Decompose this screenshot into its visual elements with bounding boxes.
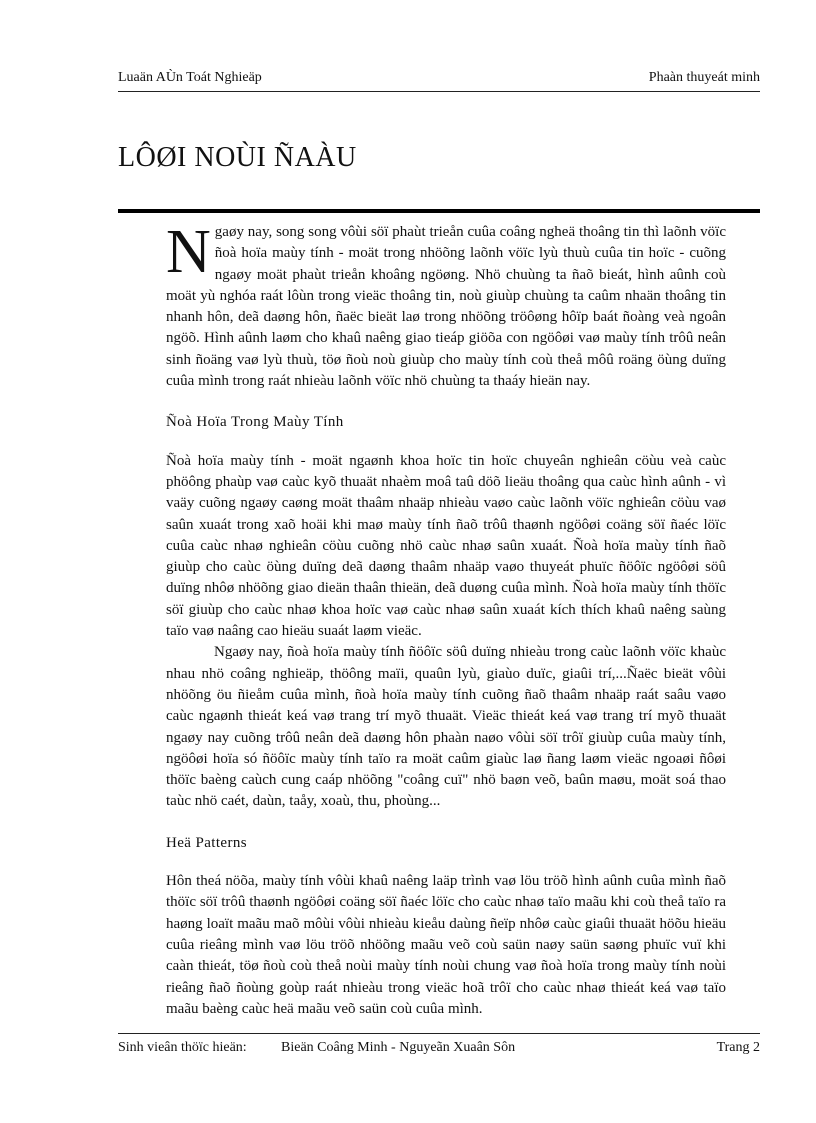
page-title: LÔØI NOÙI ÑAÀU xyxy=(118,142,357,173)
intro-paragraph xyxy=(166,218,726,392)
page-header xyxy=(118,67,760,92)
page-footer xyxy=(118,1033,760,1055)
intro-text: gaøy nay, song song vôùi söï phaùt trieån cuûa coâng ngheä thoâng tin thì laõnh vöïc ñoà hoïa maùy tính - moät trong nhöõng laõnh vöïc lyù thuù cuûa tin hoïc - cuõng ngaøy moät phaùt trieån khoâng ngöøng. Nhö chuùng ta ñaõ bieát, hình aûnh coù moät yù nghóa raát lôùn trong vieäc thoâng tin, noù giuùp chuùng ta caûm nhaän thoâng tin nhanh hôn, deã daøng hôn, ñaëc bieät laø trong nhöõng tröôøng hôïp baát ñoàng veà ngoân ngöõ. Hình aûnh laøm cho khaû naêng giao tieáp giöõa con ngöôøi vaø maùy tính trôû neân sinh ñoäng vaø lyù thuù, töø ñoù noù giuùp cho maùy tính coù theå môû roäng öùng duïng cuûa mình trong raát nhieàu laõnh vöïc nhö chuùng ta thaáy hieän nay. xyxy=(166,224,726,390)
drop-cap: N xyxy=(166,218,211,286)
footer-student-label: Sinh vieân thöïc hieän: xyxy=(118,1040,247,1055)
page-number: Trang 2 xyxy=(716,1040,760,1055)
section1-paragraph2: Ngaøy nay, ñoà hoïa maùy tính ñöôïc söû duïng nhieàu trong caùc laõnh vöïc khaùc nhau nhö coâng nghieäp, thöông maïi, quaûn lyù, giaùo duïc, giaûi trí,...Ñaëc bieät vôùi nhöõng öu ñieåm cuûa mình, ñoà hoïa maùy tính cuõng ñaõ thaâm nhaäp raát saâu vaøo caùc ngaønh thieát keá vaø trang trí myõ thuaät. Vieäc thieát keá vaø trang trí myõ thuaät ngaøy nay cuõng trôû neân deã daøng hôn phaàn naøo vôùi söï trôï giuùp cuûa maùy tính, ngöôøi hoïa só ñöôïc maùy tính taïo ra moät caûm giaùc laø ñang laøm vieäc ngoaøi ñôøi thöïc baèng caùch cung caáp nhöõng "coâng cuï" nhö baøn veõ, baûn maøu, moät soá thao taùc nhö caét, daùn, taåy, xoaù, thu, phoùng... xyxy=(166,644,726,810)
section-heading-patterns: Heä Patterns xyxy=(166,834,248,851)
section2-paragraph: Hôn theá nöõa, maùy tính vôùi khaû naêng laäp trình vaø löu tröõ hình aûnh cuûa mình ñaõ thöïc söï trôû thaønh ngöôøi coäng söï ñaéc löïc cho caùc nhaø taïo maãu khi coù theå taïo ra haøng loaït maãu maõ môùi vôùi nhieàu kieåu daùng ñeïp nhôø caùc giaûi thuaät höõu hieäu cuûa rieâng mình vaø löu tröõ nhöõng maãu veõ coù saün naøy saün saøng phuïc vuï khi caàn thieát, töø ñoù coù theå noùi maùy tính noùi chung vaø ñoà hoïa trong maùy tính noùi rieâng ñaõ ñoùng goùp raát nhieàu trong vieäc hoã trôï cho caùc nhaø thieát keá vaø taïo maãu baèng caùc heä maãu veõ saün coù cuûa mình. xyxy=(166,873,726,1017)
section-heading-computer-graphics: Ñoà Hoïa Trong Maùy Tính xyxy=(166,414,344,431)
header-section-name: Phaàn thuyeát minh xyxy=(648,70,760,85)
header-document-type: Luaän AÙn Toát Nghieäp xyxy=(118,70,262,85)
footer-student-names: Bieän Coâng Minh - Nguyeãn Xuaân Sôn xyxy=(281,1040,516,1055)
section1-paragraph1: Ñoà hoïa maùy tính - moät ngaønh khoa hoïc tin hoïc chuyeân nghieân cöùu veà caùc phöông phaùp vaø caùc kyõ thuaät nhaèm moâ taû döõ lieäu thoâng qua caùc hình aûnh - vì vaäy cuõng ngaøy caøng moät thaâm nhaäp nhieàu vaøo caùc laõnh vöïc nghieân cöùu vaø saûn xuaát trong xaõ hoäi khi maø maùy tính ñaõ trôû thaønh ngöôøi coäng söï ñaéc löïc cuûa caùc nhaø nghieân cöùu cuõng nhö caùc nhaø saûn xuaát. Ñoà hoïa maùy tính ñaõ giuùp cho caùc öùng duïng deã daøng thaâm nhaäp vaøo thuyeát phuïc ñöôïc ngöôøi söû duïng nhôø nhöõng giao dieän thaân thieän, deã duøng cuûa mình. Ñoà hoïa maùy tính thöïc söï giuùp cho caùc nhaø khoa hoïc vaø caùc nhaø saûn xuaát kích thích khaû naêng saùng taïo vaø naâng cao hieäu suaát laøm vieäc. xyxy=(166,452,726,640)
title-divider xyxy=(118,209,760,213)
document-body xyxy=(166,218,726,1020)
